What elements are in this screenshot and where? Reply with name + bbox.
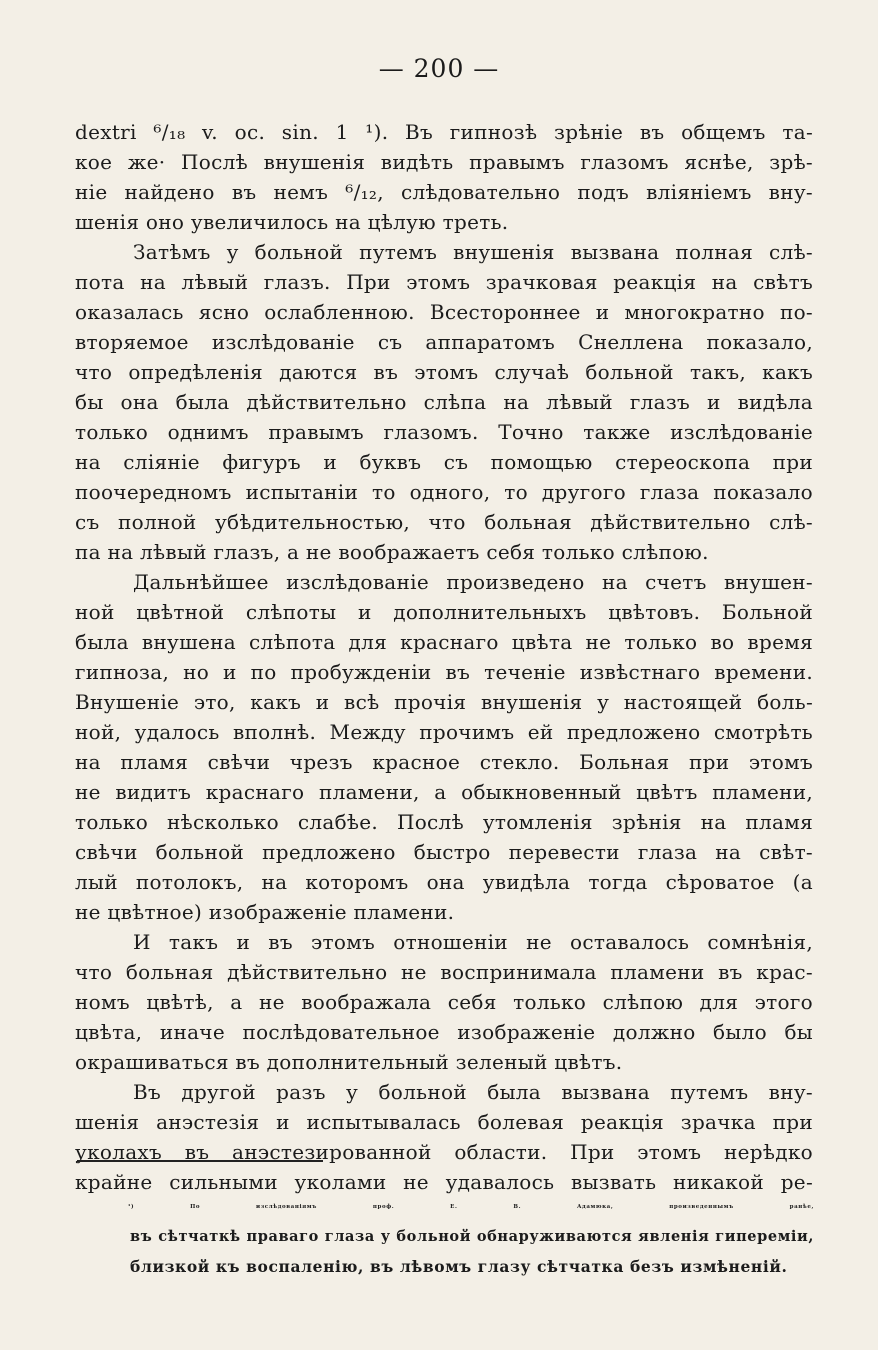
text-line: вторяемое изслѣдованіе съ аппаратомъ Снеллена показало, (75, 330, 813, 354)
text-line: крайне сильными уколами не удавалось вызвать никакой ре- (75, 1170, 813, 1194)
footnote-line: ¹) По изслѣдованіямъ проф. Е. В. Адамюка, произведеннымъ ранѣе, (128, 1204, 814, 1210)
text-line: свѣчи больной предложено быстро перевести глаза на свѣт- (75, 840, 813, 864)
text-line: ной цвѣтной слѣпоты и дополнительныхъ цвѣтовъ. Больной (75, 600, 813, 624)
page-number: — 200 — (378, 54, 500, 83)
text-line: была внушена слѣпота для краснаго цвѣта не только во время (75, 630, 813, 654)
text-line: на пламя свѣчи чрезъ красное стекло. Больная при этомъ (75, 750, 813, 774)
text-line: что опредѣленія даются въ этомъ случаѣ больной такъ, какъ (75, 360, 813, 384)
text-line: Внушеніе это, какъ и всѣ прочія внушенія у настоящей боль- (75, 690, 813, 714)
text-line: па на лѣвый глазъ, а не воображаетъ себя только слѣпою. (75, 540, 709, 564)
text-line: номъ цвѣтѣ, а не воображала себя только слѣпою для этого (75, 990, 813, 1014)
footnote-divider (77, 1160, 323, 1162)
main-text (75, 117, 813, 1197)
text-line: лый потолокъ, на которомъ она увидѣла тогда сѣроватое (а (75, 870, 813, 894)
text-line: ніе найдено въ немъ ⁶/₁₂, слѣдовательно подъ вліяніемъ вну- (75, 180, 813, 204)
text-line: только однимъ правымъ глазомъ. Точно также изслѣдованіе (75, 420, 813, 444)
text-line: Затѣмъ у больной путемъ внушенія вызвана полная слѣ- (133, 240, 813, 264)
text-line: на сліяніе фигуръ и буквъ съ помощью стереоскопа при (75, 450, 813, 474)
text-line: поочередномъ испытаніи то одного, то другого глаза показало (75, 480, 813, 504)
text-line: окрашиваться въ дополнительный зеленый цвѣтъ. (75, 1050, 623, 1074)
text-line: оказалась ясно ослабленною. Всестороннее и многократно по- (75, 300, 813, 324)
footnote-line: близкой къ воспаленію, въ лѣвомъ глазу сѣтчатка безъ измѣненій. (130, 1257, 788, 1276)
text-line: уколахъ въ анэстезированной области. При этомъ нерѣдко (75, 1140, 813, 1164)
text-line: Дальнѣйшее изслѣдованіе произведено на счетъ внушен- (133, 570, 813, 594)
text-line: цвѣта, иначе послѣдовательное изображеніе должно было бы (75, 1020, 813, 1044)
text-line: шенія анэстезія и испытывалась болевая реакція зрачка при (75, 1110, 813, 1134)
text-line: dextri ⁶/₁₈ v. oc. sin. 1 ¹). Въ гипнозѣ зрѣніе въ общемъ та- (75, 120, 813, 144)
text-line: бы она была дѣйствительно слѣпа на лѣвый глазъ и видѣла (75, 390, 813, 414)
footnote-line: въ сѣтчаткѣ праваго глаза у больной обнаруживаются явленія гипереміи, (130, 1228, 814, 1245)
text-line: шенія оно увеличилось на цѣлую треть. (75, 210, 509, 234)
footnotes (130, 1192, 814, 1282)
text-line: не видитъ краснаго пламени, а обыкновенный цвѣтъ пламени, (75, 780, 813, 804)
text-line: пота на лѣвый глазъ. При этомъ зрачковая реакція на свѣтъ (75, 270, 813, 294)
text-line: Въ другой разъ у больной была вызвана путемъ вну- (133, 1080, 813, 1104)
text-line: только нѣсколько слабѣе. Послѣ утомленія зрѣнія на пламя (75, 810, 813, 834)
text-line: что больная дѣйствительно не воспринимала пламени въ крас- (75, 960, 813, 984)
text-line: не цвѣтное) изображеніе пламени. (75, 900, 455, 924)
text-line: И такъ и въ этомъ отношеніи не оставалось сомнѣнія, (133, 930, 813, 954)
text-line: гипноза, но и по пробужденіи въ теченіе извѣстнаго времени. (75, 660, 813, 684)
text-line: кое же· Послѣ внушенія видѣть правымъ глазомъ яснѣе, зрѣ- (75, 150, 813, 174)
text-line: съ полной убѣдительностью, что больная дѣйствительно слѣ- (75, 510, 813, 534)
text-line: ной, удалось вполнѣ. Между прочимъ ей предложено смотрѣть (75, 720, 813, 744)
